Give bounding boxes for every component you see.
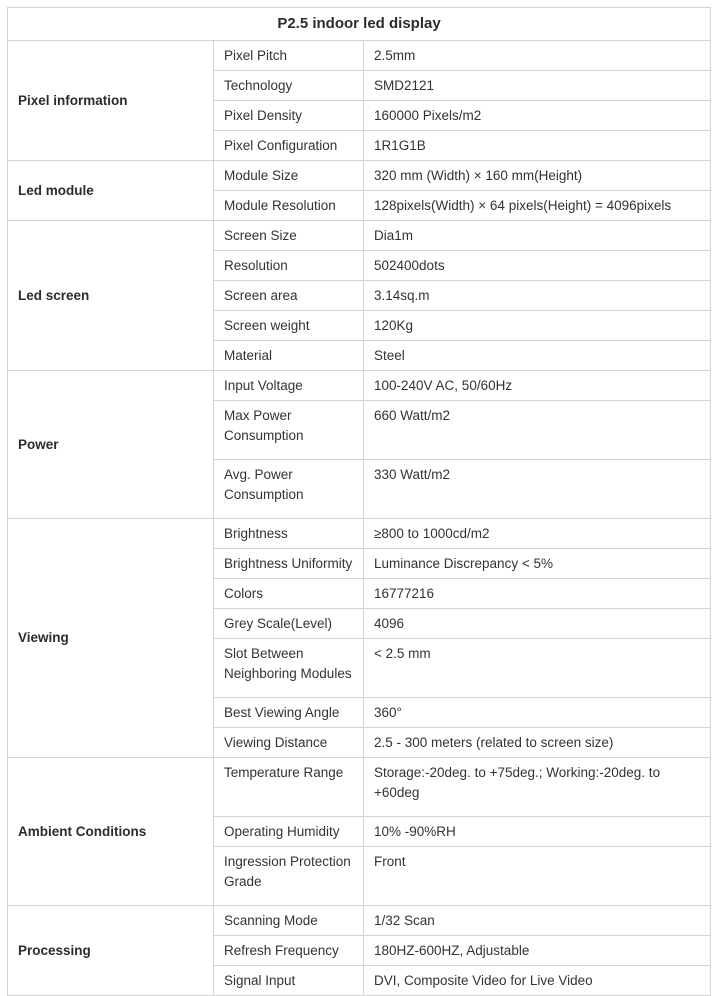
spec-label: Pixel Pitch: [214, 41, 364, 71]
section-name: Processing: [8, 906, 214, 996]
spec-label: Signal Input: [214, 966, 364, 996]
spec-value: Luminance Discrepancy < 5%: [364, 549, 711, 579]
spec-value: 1R1G1B: [364, 131, 711, 161]
spec-label: Temperature Range: [214, 758, 364, 817]
table-row: [8, 758, 711, 817]
spec-value: 2.5 - 300 meters (related to screen size): [364, 728, 711, 758]
spec-value: 4096: [364, 609, 711, 639]
spec-value: 2.5mm: [364, 41, 711, 71]
spec-value: 660 Watt/m2: [364, 401, 711, 460]
spec-label: Pixel Configuration: [214, 131, 364, 161]
spec-value: 1/32 Scan: [364, 906, 711, 936]
table-row: [8, 221, 711, 251]
spec-table: [7, 7, 711, 996]
section-name: Power: [8, 371, 214, 519]
spec-value: 100-240V AC, 50/60Hz: [364, 371, 711, 401]
spec-label: Max Power Consumption: [214, 401, 364, 460]
spec-value: 10% -90%RH: [364, 817, 711, 847]
spec-value: SMD2121: [364, 71, 711, 101]
spec-label: Resolution: [214, 251, 364, 281]
table-row: [8, 519, 711, 549]
table-row: [8, 906, 711, 936]
table-title: P2.5 indoor led display: [8, 8, 711, 41]
spec-value: 160000 Pixels/m2: [364, 101, 711, 131]
spec-value: < 2.5 mm: [364, 639, 711, 698]
spec-label: Module Resolution: [214, 191, 364, 221]
spec-label: Input Voltage: [214, 371, 364, 401]
spec-value: 360°: [364, 698, 711, 728]
spec-label: Brightness: [214, 519, 364, 549]
spec-label: Module Size: [214, 161, 364, 191]
spec-value: DVI, Composite Video for Live Video: [364, 966, 711, 996]
spec-value: 320 mm (Width) × 160 mm(Height): [364, 161, 711, 191]
table-row: [8, 371, 711, 401]
section-name: Led module: [8, 161, 214, 221]
spec-value: 16777216: [364, 579, 711, 609]
spec-value: 120Kg: [364, 311, 711, 341]
spec-label: Technology: [214, 71, 364, 101]
spec-label: Ingression Protection Grade: [214, 847, 364, 906]
spec-label: Refresh Frequency: [214, 936, 364, 966]
spec-value: 330 Watt/m2: [364, 460, 711, 519]
spec-value: ≥800 to 1000cd/m2: [364, 519, 711, 549]
spec-label: Best Viewing Angle: [214, 698, 364, 728]
table-row: [8, 41, 711, 71]
section-name: Led screen: [8, 221, 214, 371]
spec-label: Scanning Mode: [214, 906, 364, 936]
spec-value: Storage:-20deg. to +75deg.; Working:-20deg. to +60deg: [364, 758, 711, 817]
spec-value: Dia1m: [364, 221, 711, 251]
spec-label: Pixel Density: [214, 101, 364, 131]
section-name: Viewing: [8, 519, 214, 758]
spec-value: Steel: [364, 341, 711, 371]
spec-value: Front: [364, 847, 711, 906]
table-row: [8, 161, 711, 191]
title-row: [8, 8, 711, 41]
spec-value: 180HZ-600HZ, Adjustable: [364, 936, 711, 966]
spec-label: Material: [214, 341, 364, 371]
spec-label: Operating Humidity: [214, 817, 364, 847]
spec-label: Screen Size: [214, 221, 364, 251]
spec-label: Slot Between Neighboring Modules: [214, 639, 364, 698]
section-name: Ambient Conditions: [8, 758, 214, 906]
spec-label: Viewing Distance: [214, 728, 364, 758]
spec-body: [8, 41, 711, 996]
spec-value: 3.14sq.m: [364, 281, 711, 311]
spec-label: Brightness Uniformity: [214, 549, 364, 579]
spec-label: Screen area: [214, 281, 364, 311]
spec-label: Screen weight: [214, 311, 364, 341]
spec-label: Grey Scale(Level): [214, 609, 364, 639]
spec-value: 502400dots: [364, 251, 711, 281]
spec-label: Colors: [214, 579, 364, 609]
spec-value: 128pixels(Width) × 64 pixels(Height) = 4096pixels: [364, 191, 711, 221]
spec-label: Avg. Power Consumption: [214, 460, 364, 519]
section-name: Pixel information: [8, 41, 214, 161]
